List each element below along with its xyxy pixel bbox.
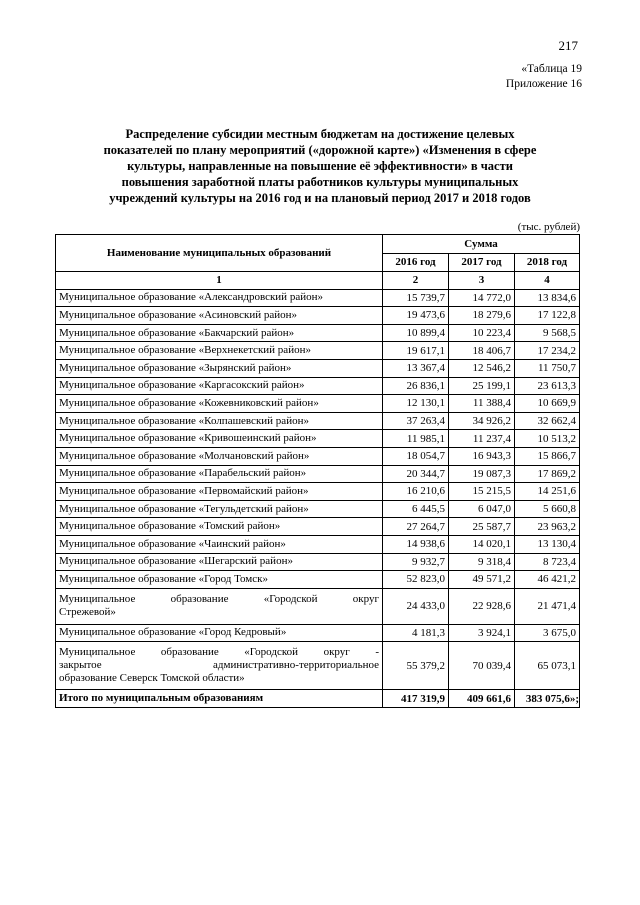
row-name: Муниципальное образование «Город Томск»	[56, 571, 383, 589]
row-name: Муниципальное образование «Чаинский район»	[56, 535, 383, 553]
value-2017: 14 020,1	[449, 535, 515, 553]
row-name: Муниципальное образование «Парабельский район»	[56, 465, 383, 483]
title-line: учреждений культуры на 2016 год и на плановый период 2017 и 2018 годов	[109, 191, 531, 205]
col-number: 4	[515, 272, 580, 290]
row-name-line: закрытое административно-территориальное	[59, 659, 379, 672]
appendix-label: Приложение 16	[505, 78, 582, 90]
value-2016: 37 263,4	[383, 412, 449, 430]
value-2016: 4 181,3	[383, 624, 449, 642]
title-line: культуры, направленные на повышение её эффективности» в части	[127, 159, 513, 173]
page-number: 217	[558, 38, 578, 53]
value-2016: 24 433,0	[383, 588, 449, 624]
value-2017: 18 279,6	[449, 307, 515, 325]
total-2016: 417 319,9	[383, 690, 449, 708]
value-2018: 13 834,6	[515, 289, 580, 307]
table-row	[56, 518, 580, 536]
table-row	[56, 430, 580, 448]
total-label: Итого по муниципальным образованиям	[56, 690, 383, 708]
value-2018: 32 662,4	[515, 412, 580, 430]
value-2018: 9 568,5	[515, 324, 580, 342]
header-year-2018: 2018 год	[515, 253, 580, 272]
value-2016: 9 932,7	[383, 553, 449, 571]
value-2016: 13 367,4	[383, 359, 449, 377]
row-name: Муниципальное образование «Город Кедровый»	[56, 624, 383, 642]
table-row	[56, 324, 580, 342]
header-sum: Сумма	[383, 235, 580, 254]
value-2016: 18 054,7	[383, 447, 449, 465]
value-2017: 25 199,1	[449, 377, 515, 395]
row-name: Муниципальное образование «Тегульдетский район»	[56, 500, 383, 518]
table-row	[56, 395, 580, 413]
value-2016: 19 617,1	[383, 342, 449, 360]
row-name: Муниципальное образование «Шегарский район»	[56, 553, 383, 571]
table-row	[56, 553, 580, 571]
value-2018: 15 866,7	[515, 447, 580, 465]
value-2017: 15 215,5	[449, 483, 515, 501]
row-name: Муниципальное образование «Каргасокский район»	[56, 377, 383, 395]
table-row	[56, 571, 580, 589]
row-name-line: Муниципальное образование «Городской округ	[59, 593, 379, 606]
row-name	[56, 588, 383, 624]
value-2016: 16 210,6	[383, 483, 449, 501]
col-number: 3	[449, 272, 515, 290]
table-row	[56, 500, 580, 518]
title-line: показателей по плану мероприятий («дорожной карте») «Изменения в сфере	[103, 143, 537, 157]
table-row	[56, 642, 580, 690]
value-2017: 70 039,4	[449, 642, 515, 690]
row-name	[56, 642, 383, 690]
subsidy-table	[55, 234, 580, 708]
value-2018: 17 234,2	[515, 342, 580, 360]
total-2017: 409 661,6	[449, 690, 515, 708]
value-2017: 6 047,0	[449, 500, 515, 518]
value-2016: 6 445,5	[383, 500, 449, 518]
value-2017: 19 087,3	[449, 465, 515, 483]
value-2016: 52 823,0	[383, 571, 449, 589]
value-2018: 17 122,8	[515, 307, 580, 325]
value-2017: 14 772,0	[449, 289, 515, 307]
row-name: Муниципальное образование «Молчановский район»	[56, 447, 383, 465]
value-2018: 23 613,3	[515, 377, 580, 395]
table-row	[56, 307, 580, 325]
row-name: Муниципальное образование «Первомайский район»	[56, 483, 383, 501]
table-row	[56, 465, 580, 483]
value-2017: 9 318,4	[449, 553, 515, 571]
row-name: Муниципальное образование «Кожевниковский район»	[56, 395, 383, 413]
value-2018: 17 869,2	[515, 465, 580, 483]
value-2016: 26 836,1	[383, 377, 449, 395]
value-2018: 14 251,6	[515, 483, 580, 501]
table-label: «Таблица 19	[521, 63, 582, 75]
value-2017: 12 546,2	[449, 359, 515, 377]
row-name: Муниципальное образование «Колпашевский район»	[56, 412, 383, 430]
value-2018: 8 723,4	[515, 553, 580, 571]
value-2017: 49 571,2	[449, 571, 515, 589]
title-line: повышения заработной платы работников культуры муниципальных	[121, 175, 519, 189]
value-2016: 14 938,6	[383, 535, 449, 553]
value-2017: 11 237,4	[449, 430, 515, 448]
value-2017: 22 928,6	[449, 588, 515, 624]
table-row	[56, 289, 580, 307]
value-2017: 10 223,4	[449, 324, 515, 342]
row-name: Муниципальное образование «Томский район»	[56, 518, 383, 536]
col-number: 2	[383, 272, 449, 290]
value-2016: 12 130,1	[383, 395, 449, 413]
value-2017: 16 943,3	[449, 447, 515, 465]
row-name: Муниципальное образование «Асиновский район»	[56, 307, 383, 325]
table-row	[56, 377, 580, 395]
value-2018: 10 513,2	[515, 430, 580, 448]
col-number: 1	[56, 272, 383, 290]
table-row	[56, 342, 580, 360]
total-2018: 383 075,6»;	[515, 690, 580, 708]
value-2017: 3 924,1	[449, 624, 515, 642]
units-note: (тыс. рублей)	[517, 221, 580, 233]
value-2016: 55 379,2	[383, 642, 449, 690]
document-title	[60, 126, 580, 206]
row-name: Муниципальное образование «Бакчарский район»	[56, 324, 383, 342]
value-2018: 21 471,4	[515, 588, 580, 624]
row-name: Муниципальное образование «Кривошеинский район»	[56, 430, 383, 448]
value-2016: 10 899,4	[383, 324, 449, 342]
table-row	[56, 359, 580, 377]
value-2017: 18 406,7	[449, 342, 515, 360]
value-2018: 3 675,0	[515, 624, 580, 642]
table-row	[56, 535, 580, 553]
table-row	[56, 483, 580, 501]
value-2018: 23 963,2	[515, 518, 580, 536]
value-2016: 27 264,7	[383, 518, 449, 536]
appendix-reference	[506, 62, 582, 92]
total-row	[56, 690, 580, 708]
value-2018: 13 130,4	[515, 535, 580, 553]
header-year-2017: 2017 год	[449, 253, 515, 272]
value-2017: 34 926,2	[449, 412, 515, 430]
value-2016: 11 985,1	[383, 430, 449, 448]
row-name: Муниципальное образование «Александровский район»	[56, 289, 383, 307]
row-name: Муниципальное образование «Верхнекетский район»	[56, 342, 383, 360]
table-row	[56, 624, 580, 642]
value-2016: 15 739,7	[383, 289, 449, 307]
value-2018: 65 073,1	[515, 642, 580, 690]
value-2017: 25 587,7	[449, 518, 515, 536]
row-name-line: Муниципальное образование «Городской округ -	[59, 646, 379, 659]
value-2018: 5 660,8	[515, 500, 580, 518]
value-2016: 19 473,6	[383, 307, 449, 325]
value-2018: 10 669,9	[515, 395, 580, 413]
header-name: Наименование муниципальных образований	[56, 235, 383, 272]
table-row	[56, 447, 580, 465]
value-2017: 11 388,4	[449, 395, 515, 413]
row-name: Муниципальное образование «Зырянский район»	[56, 359, 383, 377]
row-name-line: образование Северск Томской области»	[59, 672, 245, 685]
table-row	[56, 412, 580, 430]
value-2016: 20 344,7	[383, 465, 449, 483]
title-line: Распределение субсидии местным бюджетам на достижение целевых	[125, 127, 515, 141]
header-year-2016: 2016 год	[383, 253, 449, 272]
value-2018: 46 421,2	[515, 571, 580, 589]
table-row	[56, 588, 580, 624]
row-name-line: Стрежевой»	[59, 606, 116, 619]
value-2018: 11 750,7	[515, 359, 580, 377]
